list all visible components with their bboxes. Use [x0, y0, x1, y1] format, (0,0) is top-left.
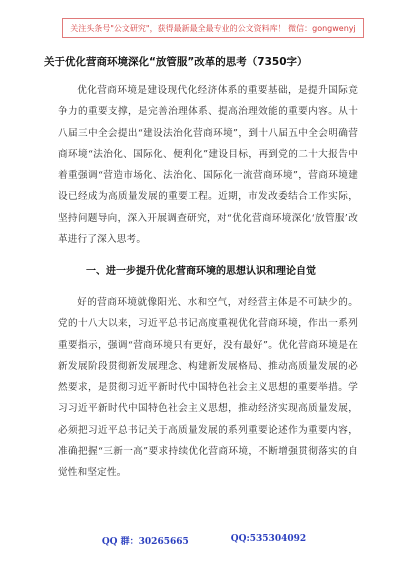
document-title: 关于优化营商环境深化“放管服”改革的思考（7350字） [44, 56, 308, 68]
paragraph-section-1: 好的营商环境就像阳光、水和空气，对经营主体是不可缺少的。党的十八大以来，习近平总书记高度重视优化营商环境，作出一系列重要指示，强调“营商环境只有更好，没有最好”。优化营商环境是在新发展阶段贯彻新发展理念、构建新发展格局、推动高质量发展的必然要求，是贯彻习近平新时代中国特色社会主义思想的重要举措。学习习近平新时代中国特色社会主义思想，推动经济实现高质量发展，必须把习近平总书记关于高质量发展的系列重要论述作为重要内容，准确把握“三新一高”要求持续优化营商环境，不断增强贯彻落实的自觉性和坚定性。 [58, 297, 358, 479]
promo-banner [62, 18, 364, 38]
promo-banner-text: 关注头条号"公文研究"，获得最新最全最专业的公文资料库！ 微信：gongwenyj [70, 23, 356, 33]
section-heading-1: 一、进一步提升优化营商环境的思想认识和理论自觉 [86, 266, 316, 277]
paragraph-intro: 优化营商环境是建设现代化经济体系的重要基础，是提升国际竞争力的重要支撑，是完善治理体系、提高治理效能的重要内容。从十八届三中全会提出“建设法治化营商环境”，到十八届五中全会明确营商环境“法治化、国际化、便利化”建设目标，再到党的二十大报告中着重强调“营造市场化、法治化、国际化一流营商环境”，营商环境建设已经成为高质量发展的重要工程。近期，市发改委结合工作实际，坚持问题导向，深入开展调查研究，对“优化营商环境深化‘放管服’改革进行了深入思考。 [58, 85, 358, 246]
qq-group-text: QQ 群：30265665 [101, 537, 189, 547]
qq-number-text: QQ:535304092 [230, 534, 307, 544]
contact-footer [0, 534, 408, 547]
